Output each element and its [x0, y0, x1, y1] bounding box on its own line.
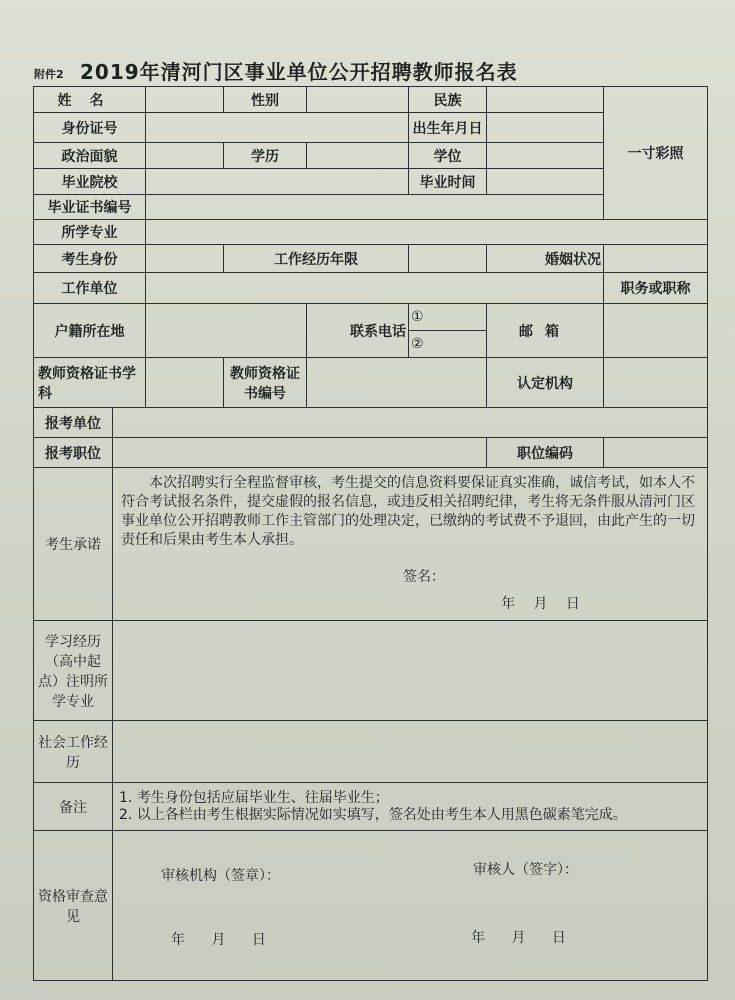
employer-value[interactable]: [146, 273, 604, 304]
birth-date-label: 出生年月日: [409, 113, 487, 143]
diploma-number-label: 毕业证书编号: [34, 195, 146, 220]
gender-label: 性别: [224, 87, 307, 113]
phone-label: 联系电话: [307, 304, 409, 358]
title-row: [34, 56, 714, 86]
attachment-label: 附件2: [34, 68, 64, 81]
apply-unit-label: 报考单位: [34, 408, 113, 438]
cert-number-label: 教师资格证书编号: [224, 358, 307, 408]
education-value[interactable]: [307, 143, 409, 169]
pledge-text: 本次招聘实行全程监督审核，考生提交的信息资料要保证真实准确，诚信考试，如本人不符合考试报名条件，提交虚假的报名信息，或违反相关招聘纪律，考生将无条件服从清河门区事业单位公开招聘教师工作主管部门的处理决定，已缴纳的考试费不予退回，由此产生的一切责任和后果由考生本人承担。: [121, 475, 695, 548]
remarks-label: 备注: [34, 783, 113, 831]
study-history-label: 学习经历（高中起点）注明所学专业: [34, 621, 113, 721]
candidate-status-label: 考生身份: [34, 245, 146, 273]
cert-authority-value[interactable]: [604, 358, 708, 408]
household-label: 户籍所在地: [34, 304, 146, 358]
work-years-label: 工作经历年限: [224, 245, 409, 273]
phone-1[interactable]: ①: [409, 304, 487, 331]
position-code-label: 职位编码: [487, 438, 604, 468]
candidate-status-value[interactable]: [146, 245, 224, 273]
registration-table: [33, 86, 708, 981]
pledge-cell: [113, 468, 708, 621]
phone-2[interactable]: ②: [409, 331, 487, 358]
school-label: 毕业院校: [34, 169, 146, 195]
remark-item: 2. 以上各栏由考生根据实际情况如实填写，签名处由考生本人用黑色碳素笔完成。: [119, 806, 627, 823]
apply-unit-value[interactable]: [113, 408, 708, 438]
major-label: 所学专业: [34, 220, 146, 245]
apply-position-label: 报考职位: [34, 438, 113, 468]
graduation-time-value[interactable]: [487, 169, 604, 195]
cert-authority-label: 认定机构: [487, 358, 604, 408]
review-reviewer[interactable]: 审核人（签字）：: [473, 862, 578, 878]
id-number-label: 身份证号: [34, 113, 146, 143]
pledge-date[interactable]: 年 月 日: [501, 596, 580, 612]
birth-date-value[interactable]: [487, 113, 604, 143]
review-cell: [113, 831, 708, 981]
pledge-label: 考生承诺: [34, 468, 113, 621]
photo-box[interactable]: 一寸彩照: [604, 87, 708, 220]
pledge-signature[interactable]: 签名：: [403, 569, 445, 585]
review-agency[interactable]: 审核机构（签章）：: [161, 868, 280, 884]
marital-status-label: 婚姻状况: [487, 245, 604, 273]
political-status-label: 政治面貌: [34, 143, 146, 169]
marital-status-value[interactable]: [604, 245, 708, 273]
cert-number-value[interactable]: [307, 358, 487, 408]
review-date-right: 年 月 日: [471, 930, 566, 946]
name-value[interactable]: [146, 87, 224, 113]
cert-subject-label: 教师资格证书学科: [34, 358, 146, 408]
education-label: 学历: [224, 143, 307, 169]
page-title: 2019年清河门区事业单位公开招聘教师报名表: [80, 60, 518, 84]
political-status-value[interactable]: [146, 143, 224, 169]
employer-label: 工作单位: [34, 273, 146, 304]
graduation-time-label: 毕业时间: [409, 169, 487, 195]
review-date-left: 年 月 日: [171, 932, 266, 948]
social-work-value[interactable]: [113, 721, 708, 783]
degree-value[interactable]: [487, 143, 604, 169]
name-label: 姓名: [34, 87, 146, 113]
degree-label: 学位: [409, 143, 487, 169]
remarks-cell: [113, 783, 708, 831]
email-value[interactable]: [604, 304, 708, 358]
id-number-value[interactable]: [146, 113, 409, 143]
major-value[interactable]: [146, 220, 708, 245]
study-history-value[interactable]: [113, 621, 708, 721]
gender-value[interactable]: [307, 87, 409, 113]
ethnicity-label: 民族: [409, 87, 487, 113]
email-label: 邮箱: [487, 304, 604, 358]
school-value[interactable]: [146, 169, 409, 195]
review-label: 资格审查意见: [34, 831, 113, 981]
diploma-number-value[interactable]: [146, 195, 604, 220]
position-title-label: 职务或职称: [604, 273, 708, 304]
work-years-value[interactable]: [409, 245, 487, 273]
household-value[interactable]: [146, 304, 307, 358]
apply-position-value[interactable]: [113, 438, 487, 468]
position-code-value[interactable]: [604, 438, 708, 468]
ethnicity-value[interactable]: [487, 87, 604, 113]
cert-subject-value[interactable]: [146, 358, 224, 408]
remark-item: 1. 考生身份包括应届毕业生、往届毕业生；: [119, 789, 389, 806]
social-work-label: 社会工作经历: [34, 721, 113, 783]
